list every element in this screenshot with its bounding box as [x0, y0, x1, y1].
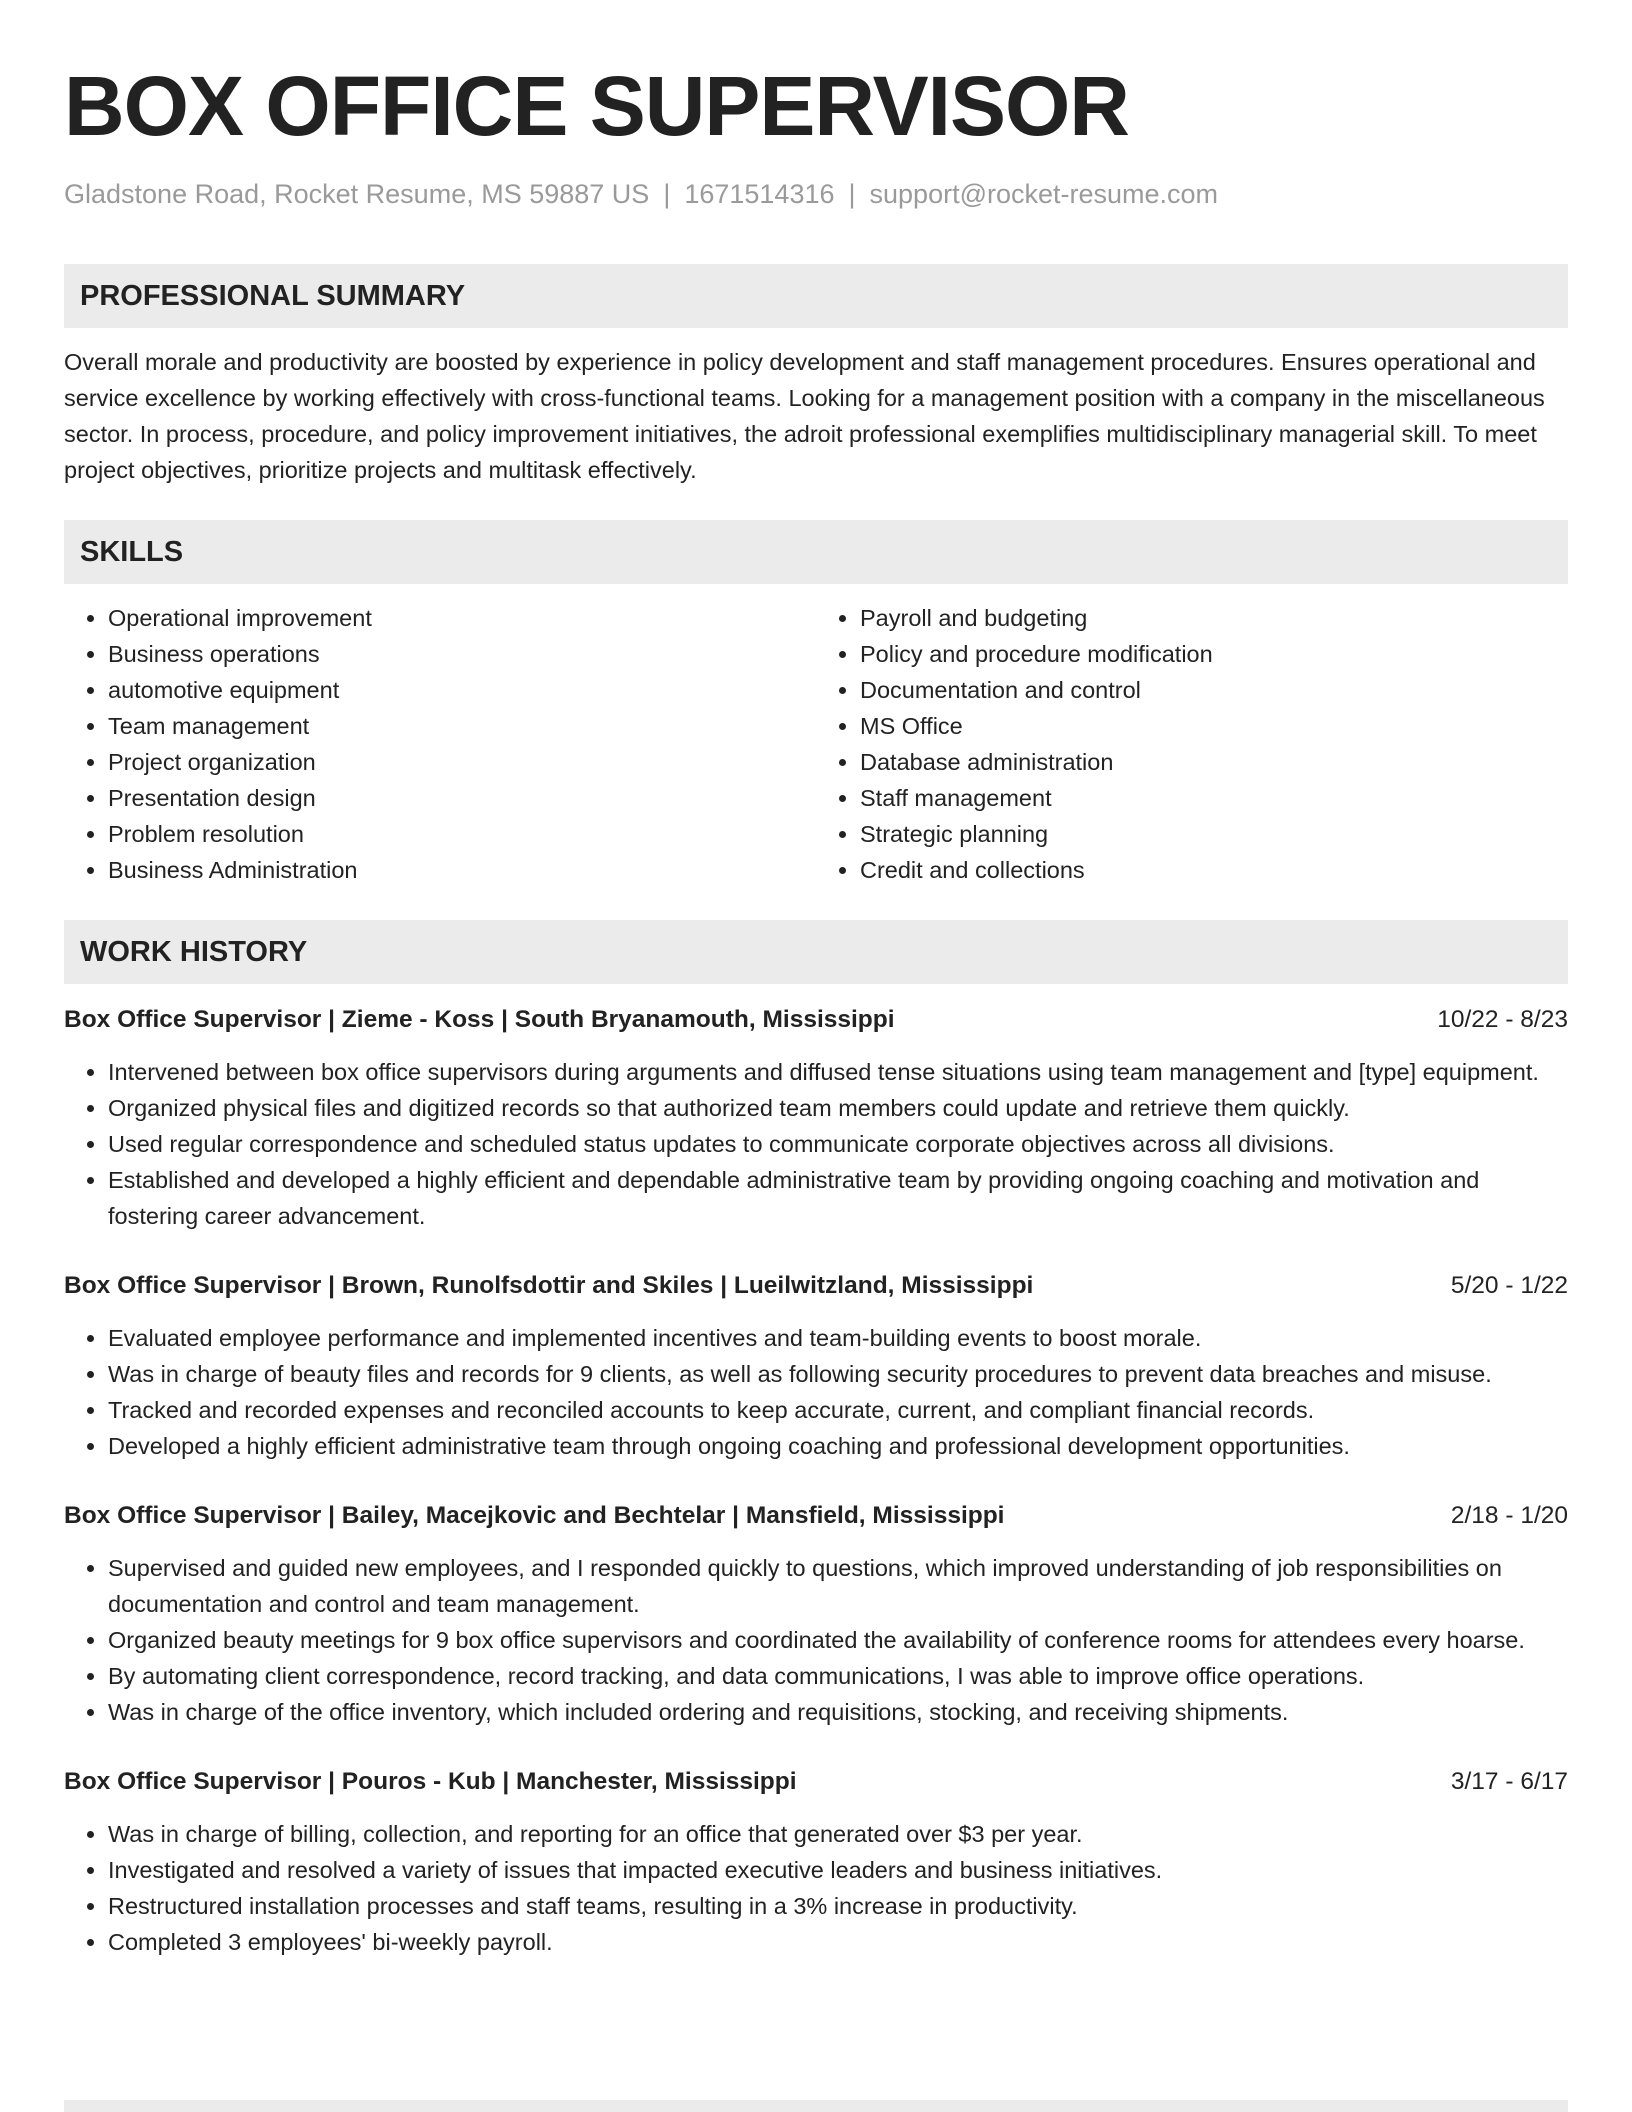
job-heading-row — [64, 1498, 1568, 1534]
skills-column-right — [816, 600, 1568, 888]
job-dates: 10/22 - 8/23 — [1437, 1006, 1568, 1033]
job-entry — [64, 1498, 1568, 1730]
job-bullet: • Intervened between box office supervisors during arguments and diffused tense situations using team management and [type] equipment. — [108, 1054, 1568, 1090]
skill-item: • Business Administration — [108, 852, 816, 888]
contact-separator: | — [848, 179, 856, 209]
contact-address: Gladstone Road, Rocket Resume, MS 59887 US — [64, 179, 650, 209]
skill-item: • MS Office — [860, 708, 1568, 744]
skill-item: • Payroll and budgeting — [860, 600, 1568, 636]
job-heading-row — [64, 1268, 1568, 1304]
contact-line — [64, 176, 1568, 212]
candidate-name: BOX OFFICE SUPERVISOR — [64, 59, 1129, 153]
job-bullet: • Completed 3 employees' bi-weekly payroll. — [108, 1924, 1568, 1960]
section-header-summary — [64, 264, 1568, 328]
job-bullet: • Used regular correspondence and scheduled status updates to communicate corporate objectives across all divisions. — [108, 1126, 1568, 1162]
skill-item: • Problem resolution — [108, 816, 816, 852]
skill-item: • Operational improvement — [108, 600, 816, 636]
skill-item: • Documentation and control — [860, 672, 1568, 708]
job-dates: 5/20 - 1/22 — [1450, 1272, 1568, 1299]
job-bullet: • Organized physical files and digitized records so that authorized team members could update and retrieve them quickly. — [108, 1090, 1568, 1126]
skill-item: • Credit and collections — [860, 852, 1568, 888]
job-heading: Box Office Supervisor | Pouros - Kub | Manchester, Mississippi — [64, 1768, 797, 1795]
next-section-header-edge — [64, 2100, 1568, 2112]
job-entry — [64, 1002, 1568, 1234]
job-dates: 3/17 - 6/17 — [1450, 1768, 1568, 1795]
skill-item: • Database administration — [860, 744, 1568, 780]
job-bullet: • Developed a highly efficient administrative team through ongoing coaching and professional development opportunities. — [108, 1428, 1568, 1464]
section-header-work-history — [64, 920, 1568, 984]
job-bullet: • By automating client correspondence, record tracking, and data communications, I was able to improve office operations. — [108, 1658, 1568, 1694]
job-bullets — [64, 1320, 1568, 1464]
job-bullet: • Was in charge of billing, collection, and reporting for an office that generated over $3 per year. — [108, 1816, 1568, 1852]
job-entry — [64, 1764, 1568, 1960]
skill-item: • Project organization — [108, 744, 816, 780]
summary-text: Overall morale and productivity are boosted by experience in policy development and staff management procedures. Ensures operational and service excellence by working effectively with cross-functional teams. Looking for a management position with a company in the miscellaneous sector. In process, procedure, and policy improvement initiatives, the adroit professional exemplifies multidisciplinary managerial skill. To meet project objectives, prioritize projects and multitask effectively. — [64, 349, 1545, 483]
job-bullet: • Investigated and resolved a variety of issues that impacted executive leaders and business initiatives. — [108, 1852, 1568, 1888]
job-bullets — [64, 1054, 1568, 1234]
skill-item: • Team management — [108, 708, 816, 744]
job-bullet: • Supervised and guided new employees, and I responded quickly to questions, which improved understanding of job responsibilities on documentation and control and team management. — [108, 1550, 1568, 1622]
contact-email[interactable]: support@rocket-resume.com — [869, 179, 1219, 209]
contact-separator: | — [663, 179, 671, 209]
job-bullet: • Was in charge of the office inventory, which included ordering and requisitions, stocking, and receiving shipments. — [108, 1694, 1568, 1730]
job-bullet: • Evaluated employee performance and implemented incentives and team-building events to boost morale. — [108, 1320, 1568, 1356]
section-title: WORK HISTORY — [80, 935, 308, 968]
job-heading-row — [64, 1002, 1568, 1038]
job-entry — [64, 1268, 1568, 1464]
job-bullets — [64, 1550, 1568, 1730]
skills-column-left — [64, 600, 816, 888]
skill-item: • automotive equipment — [108, 672, 816, 708]
job-bullet: • Tracked and recorded expenses and reconciled accounts to keep accurate, current, and compliant financial records. — [108, 1392, 1568, 1428]
job-heading-row — [64, 1764, 1568, 1800]
contact-phone: 1671514316 — [684, 179, 835, 209]
job-bullets — [64, 1816, 1568, 1960]
section-title: PROFESSIONAL SUMMARY — [80, 279, 466, 312]
job-bullet: • Established and developed a highly efficient and dependable administrative team by providing ongoing coaching and motivation and fostering career advancement. — [108, 1162, 1568, 1234]
job-bullet: • Organized beauty meetings for 9 box office supervisors and coordinated the availability of conference rooms for attendees every hoarse. — [108, 1622, 1568, 1658]
skill-item: • Presentation design — [108, 780, 816, 816]
job-bullet: • Restructured installation processes and staff teams, resulting in a 3% increase in productivity. — [108, 1888, 1568, 1924]
skill-item: • Business operations — [108, 636, 816, 672]
skill-item: • Staff management — [860, 780, 1568, 816]
job-heading: Box Office Supervisor | Bailey, Macejkovic and Bechtelar | Mansfield, Mississippi — [64, 1502, 1005, 1529]
job-heading: Box Office Supervisor | Zieme - Koss | South Bryanamouth, Mississippi — [64, 1006, 895, 1033]
skills-list — [64, 600, 1568, 888]
job-heading: Box Office Supervisor | Brown, Runolfsdottir and Skiles | Lueilwitzland, Mississippi — [64, 1272, 1034, 1299]
job-dates: 2/18 - 1/20 — [1450, 1502, 1568, 1529]
job-bullet: • Was in charge of beauty files and records for 9 clients, as well as following security procedures to prevent data breaches and misuse. — [108, 1356, 1568, 1392]
skill-item: • Strategic planning — [860, 816, 1568, 852]
section-title: SKILLS — [80, 535, 184, 568]
skill-item: • Policy and procedure modification — [860, 636, 1568, 672]
section-header-skills — [64, 520, 1568, 584]
